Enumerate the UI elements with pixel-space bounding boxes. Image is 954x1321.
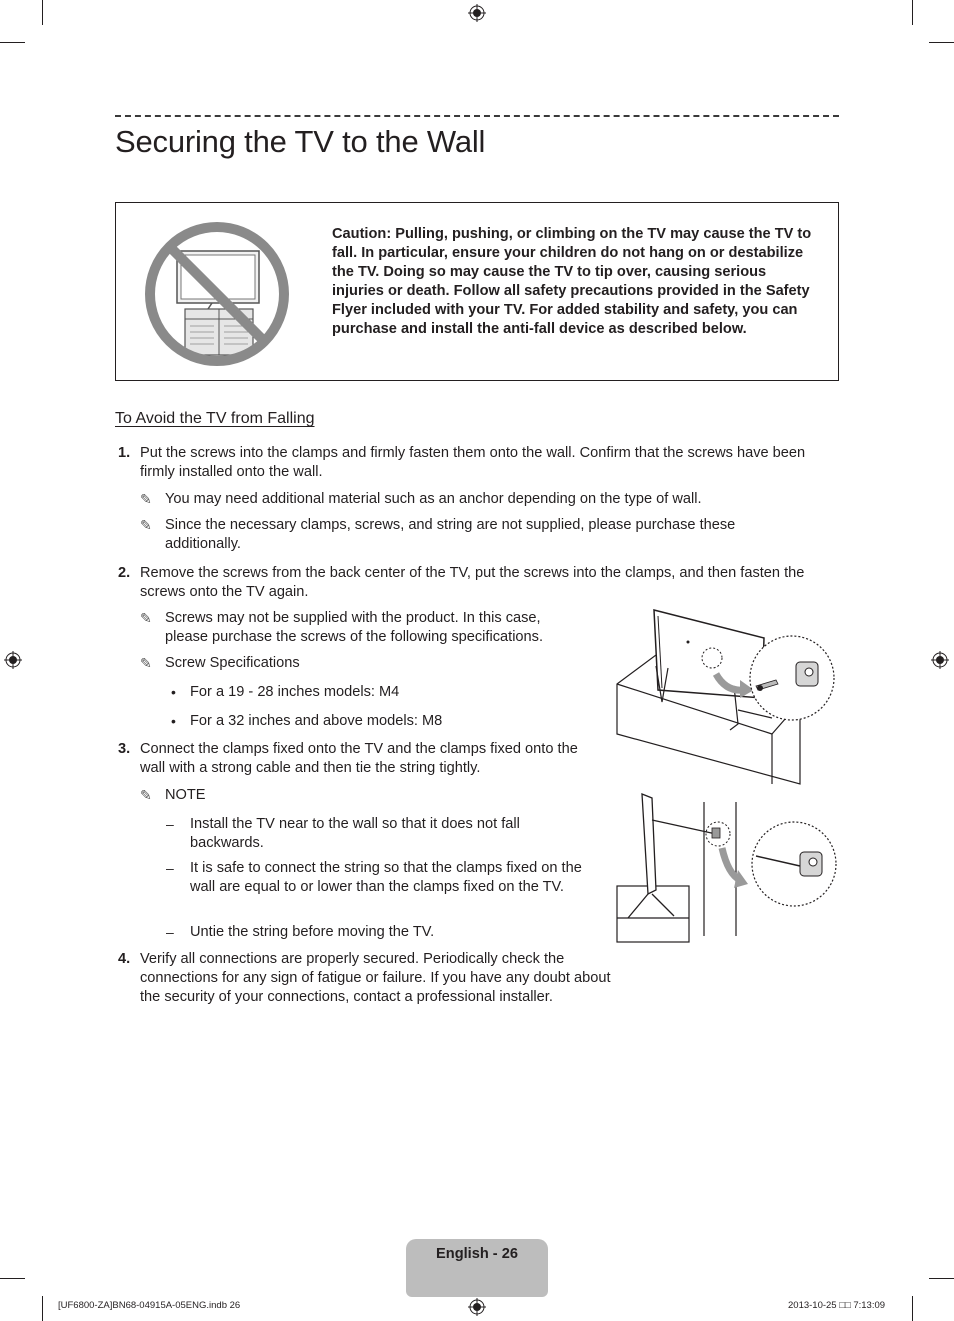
note-pencil-icon: ✎ <box>140 517 152 533</box>
note-pencil-icon: ✎ <box>140 655 152 671</box>
step-number: 4. <box>118 951 131 967</box>
note-pencil-icon: ✎ <box>140 787 152 803</box>
bullet-text: For a 19 - 28 inches models: M4 <box>190 684 400 700</box>
dash-marker: – <box>166 816 174 832</box>
dash-marker: – <box>166 924 174 940</box>
crop-mark <box>929 1278 954 1279</box>
dash-text: It is safe to connect the string so that the clamps fixed on the wall are equal to or lower than the clamps fixed on the TV. <box>190 860 582 895</box>
crop-mark <box>912 0 913 25</box>
registration-mark-icon <box>931 651 949 669</box>
note-text: Screw Specifications <box>165 655 300 671</box>
print-timestamp: 2013-10-25 □□ 7:13:09 <box>788 1300 886 1311</box>
crop-mark <box>0 42 25 43</box>
page-number: English - 26 <box>436 1246 518 1262</box>
step-number: 2. <box>118 565 131 581</box>
crop-mark <box>42 0 43 25</box>
bullet-marker: • <box>171 713 176 729</box>
title-divider <box>115 115 839 117</box>
note-text: Screws may not be supplied with the product. In this case, please purchase the screws of the following specifications. <box>165 610 544 645</box>
tv-back-clamp-illustration <box>612 606 844 788</box>
crop-mark <box>929 42 954 43</box>
no-climbing-prohibition-icon <box>142 219 292 369</box>
tv-wall-string-illustration <box>612 790 844 946</box>
step-text: Put the screws into the clamps and firmly fasten them onto the wall. Confirm that the screws have been firmly installed onto the wall. <box>140 445 806 480</box>
registration-mark-icon <box>468 4 486 22</box>
bullet-marker: • <box>171 684 176 700</box>
note-pencil-icon: ✎ <box>140 610 152 626</box>
step-number: 3. <box>118 741 131 757</box>
note-text: You may need additional material such as an anchor depending on the type of wall. <box>165 491 702 507</box>
step-text: Connect the clamps fixed onto the TV and the clamps fixed onto the wall with a strong cable and then tie the string tightly. <box>140 741 578 776</box>
section-heading: To Avoid the TV from Falling <box>115 410 315 427</box>
note-label: NOTE <box>165 787 206 803</box>
note-pencil-icon: ✎ <box>140 491 152 507</box>
page-title: Securing the TV to the Wall <box>115 124 486 159</box>
crop-mark <box>912 1296 913 1321</box>
registration-mark-icon <box>468 1298 486 1316</box>
step-text: Verify all connections are properly secured. Periodically check the connections for any sign of fatigue or failure. If you have any doubt about the security of your connections, contact a professional installer. <box>140 951 611 1005</box>
print-file-name: [UF6800-ZA]BN68-04915A-05ENG.indb 26 <box>58 1300 241 1311</box>
step-text: Remove the screws from the back center of the TV, put the screws into the clamps, and then fasten the screws onto the TV again. <box>140 565 805 600</box>
note-text: Since the necessary clamps, screws, and string are not supplied, please purchase these additionally. <box>165 517 736 552</box>
dash-text: Install the TV near to the wall so that it does not fall backwards. <box>190 816 520 851</box>
caution-text: Caution: Pulling, pushing, or climbing on the TV may cause the TV to fall. In particular, ensure your children do not hang on or destabilize the TV. Doing so may cause the TV to tip over, causing serious injuries or death. Follow all safety precautions provided in the Safety Flyer included with your TV. For added stability and safety, you can purchase and install the anti-fall device as described below. <box>332 226 812 337</box>
registration-mark-icon <box>4 651 22 669</box>
caution-box <box>115 202 839 381</box>
bullet-text: For a 32 inches and above models: M8 <box>190 713 443 729</box>
dash-marker: – <box>166 860 174 876</box>
crop-mark <box>42 1296 43 1321</box>
step-number: 1. <box>118 445 131 461</box>
dash-text: Untie the string before moving the TV. <box>190 924 435 940</box>
crop-mark <box>0 1278 25 1279</box>
